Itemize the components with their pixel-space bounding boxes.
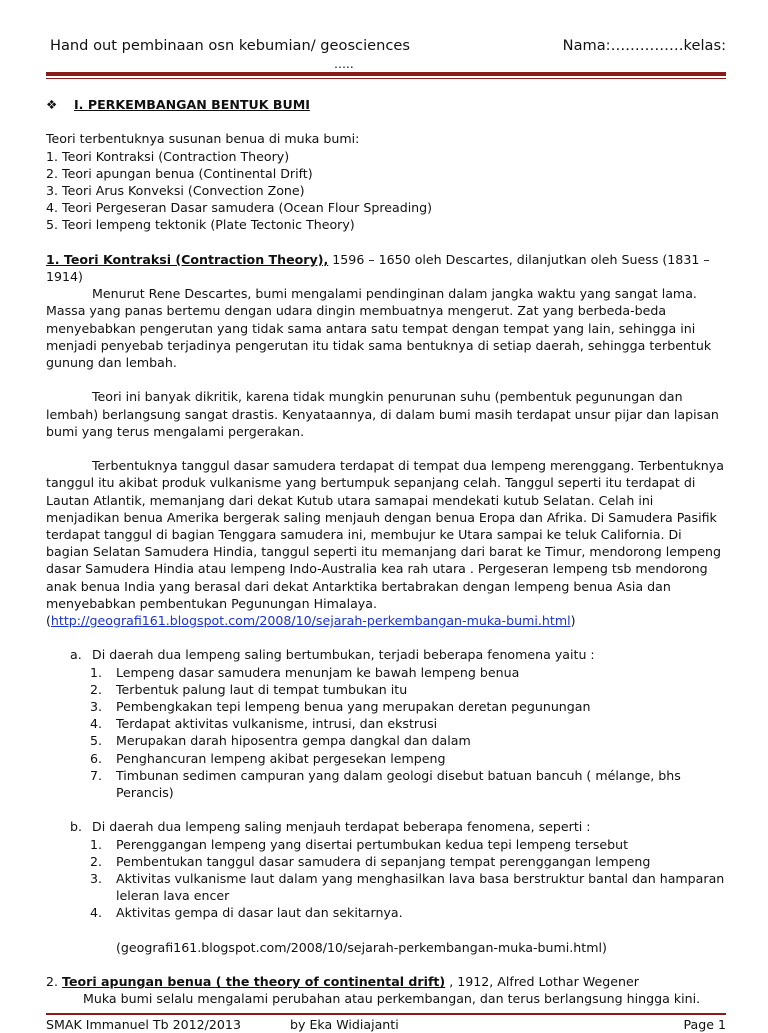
footer-rule — [46, 1013, 726, 1015]
intro-item: 1. Teori Kontraksi (Contraction Theory) — [46, 148, 290, 164]
list-number: 5. — [90, 733, 103, 749]
footer-school: SMAK Immanuel Tb 2012/2013 — [46, 1017, 241, 1032]
header-rule-thick — [46, 72, 726, 76]
list-text: Terdapat aktivitas vulkanisme, intrusi, dan ekstrusi — [116, 716, 438, 732]
intro-lead: Teori terbentuknya susunan benua di muka bumi: — [46, 131, 360, 147]
list-b-source: (geografi161.blogspot.com/2008/10/sejarah-perkembangan-muka-bumi.html) — [116, 939, 607, 955]
list-item — [46, 715, 726, 732]
list-item — [46, 750, 726, 767]
list-text: Aktivitas vulkanisme laut dalam yang menghasilkan lava basa berstruktur bantal dan hamparan leleran lava encer — [116, 871, 725, 904]
list-text: Terbentuk palung laut di tempat tumbukan itu — [116, 681, 408, 697]
intro-item: 4. Teori Pergeseran Dasar samudera (Ocean Flour Spreading) — [46, 200, 433, 216]
list-b-lead: Di daerah dua lempeng saling menjauh terdapat beberapa fenomena, seperti : — [92, 819, 591, 835]
list-b — [46, 818, 726, 835]
section-heading — [46, 96, 726, 113]
section-title: I. PERKEMBANGAN BENTUK BUMI — [74, 97, 310, 112]
list-item — [46, 904, 726, 921]
intro-item: 3. Teori Arus Konveksi (Convection Zone) — [46, 183, 305, 198]
list-text: Merupakan darah hiposentra gempa dangkal dan dalam — [116, 733, 471, 749]
list-a-marker: a. — [70, 647, 82, 663]
intro-item: 2. Teori apungan benua (Continental Drift) — [46, 165, 313, 181]
list-number: 4. — [90, 905, 103, 921]
footer-author: by Eka Widiajanti — [290, 1017, 399, 1032]
list-number: 6. — [90, 750, 103, 766]
document-body — [46, 96, 726, 1008]
list-number: 3. — [90, 699, 103, 715]
list-number: 4. — [90, 716, 103, 732]
list-number: 1. — [90, 836, 103, 852]
kontraksi-heading — [46, 251, 726, 285]
apungan-heading — [46, 973, 726, 990]
list-number: 7. — [90, 767, 103, 783]
list-item — [46, 870, 726, 904]
list-number: 2. — [90, 681, 103, 697]
kontraksi-paragraph-2: Teori ini banyak dikritik, karena tidak mungkin penurunan suhu (pembentuk pegunungan dan lembah) berlangsung sangat drastis. Kenyataannya, di dalam bumi masih terdapat unsur pijar dan lapisan bumi yang terus mengalami pergerakan. — [46, 389, 719, 439]
list-item — [46, 767, 726, 801]
list-number: 1. — [90, 664, 103, 680]
list-text: Penghancuran lempeng akibat pergesekan lempeng — [116, 750, 446, 766]
list-a-lead: Di daerah dua lempeng saling bertumbukan, terjadi beberapa fenomena yaitu : — [92, 647, 595, 663]
list-item — [46, 681, 726, 698]
list-item — [46, 698, 726, 715]
footer-page-number: Page 1 — [683, 1017, 726, 1032]
apungan-title: Teori apungan benua ( the theory of continental drift) — [62, 974, 446, 990]
header-rule-thin — [46, 78, 726, 79]
list-text: Aktivitas gempa di dasar laut dan sekitarnya. — [116, 905, 403, 921]
list-number: 2. — [90, 853, 103, 869]
list-number: 3. — [90, 871, 103, 887]
list-text: Perenggangan lempeng yang disertai pertumbukan kedua tepi lempeng tersebut — [116, 836, 629, 852]
list-text: Pembentukan tanggul dasar samudera di sepanjang tempat perenggangan lempeng — [116, 853, 651, 869]
kontraksi-dates: 1596 – 1650 oleh Descartes, dilanjutkan oleh Suess (1831 – 1914) — [46, 251, 710, 284]
list-item — [46, 732, 726, 749]
kontraksi-paragraph-1: Menurut Rene Descartes, bumi mengalami pendinginan dalam jangka waktu yang sangat lama. Massa yang panas bertemu dengan udara dingin membuatnya mengerut. Zat yang berbeda-beda menyebabkan pengerutan yang tidak sama antara satu tempat dengan tempat yang lain, sehingga ini menjadi penyebab terjadinya pengerutan itu tidak sama bentuknya di setiap daerah, sehingga terbentuk gunung dan lembah. — [46, 286, 712, 371]
apungan-paragraph: Muka bumi selalu mengalami perubahan atau perkembangan, dan terus berlangsung hingga kini. — [83, 991, 701, 1007]
header-title: Hand out pembinaan osn kebumian/ geosciences — [50, 37, 410, 54]
kontraksi-title: 1. Teori Kontraksi (Contraction Theory), — [46, 251, 329, 267]
apungan-author: , 1912, Alfred Lothar Wegener — [445, 974, 639, 990]
list-item — [46, 664, 726, 681]
list-a — [46, 646, 726, 663]
source-link[interactable]: http://geografi161.blogspot.com/2008/10/sejarah-perkembangan-muka-bumi.html — [50, 613, 571, 629]
header-dots: ….. — [334, 57, 354, 71]
list-text: Lempeng dasar samudera menunjam ke bawah lempeng benua — [116, 664, 520, 680]
paren-open: ( — [46, 613, 51, 629]
list-b-marker: b. — [70, 819, 82, 835]
list-item — [46, 853, 726, 870]
list-item — [46, 836, 726, 853]
list-text: Timbunan sedimen campuran yang dalam geologi disebut batuan bancuh ( mélange, bhs Perancis) — [116, 767, 681, 801]
diamond-bullet-icon: ❖ — [46, 97, 58, 112]
list-text: Pembengkakan tepi lempeng benua yang merupakan deretan pegunungan — [116, 699, 591, 715]
apungan-number: 2. — [46, 974, 63, 990]
kontraksi-paragraph-3: Terbentuknya tanggul dasar samudera terdapat di tempat dua lempeng merenggang. Terbentuknya tanggul itu akibat produk vulkanisme yang bertumpuk sepanjang celah. Tanggul seperti itu terdapat di Lautan Atlantik, memanjang dari dekat Kutub utara samapai mendekati kutub Selatan. Celah ini menjadikan benua Amerika bergerak saling menjauh dengan benua Eropa dan Afrika. Di Samudera Pasifik terdapat tanggul di bagian Tenggara samudera ini, membujur ke Utara sampai ke teluk California. Di bagian Selatan Samudera Hindia, tanggul seperti itu memanjang dari barat ke Timur, mendorong lempeng dasar Samudera Hindia atau lempeng Indo-Australia kea rah utara . Pergeseran lempeng tsb mendorong anak benua India yang berasal dari dekat Antarktika bertabrakan dengan lempeng benua Asia dan menyebabkan pembentukan Pegunungan Himalaya. — [46, 458, 724, 611]
intro-item: 5. Teori lempeng tektonik (Plate Tectonic Theory) — [46, 217, 355, 233]
paren-close: ) — [570, 613, 576, 629]
source-line — [46, 612, 726, 629]
header-name-class: Nama:……………kelas: — [562, 37, 726, 54]
